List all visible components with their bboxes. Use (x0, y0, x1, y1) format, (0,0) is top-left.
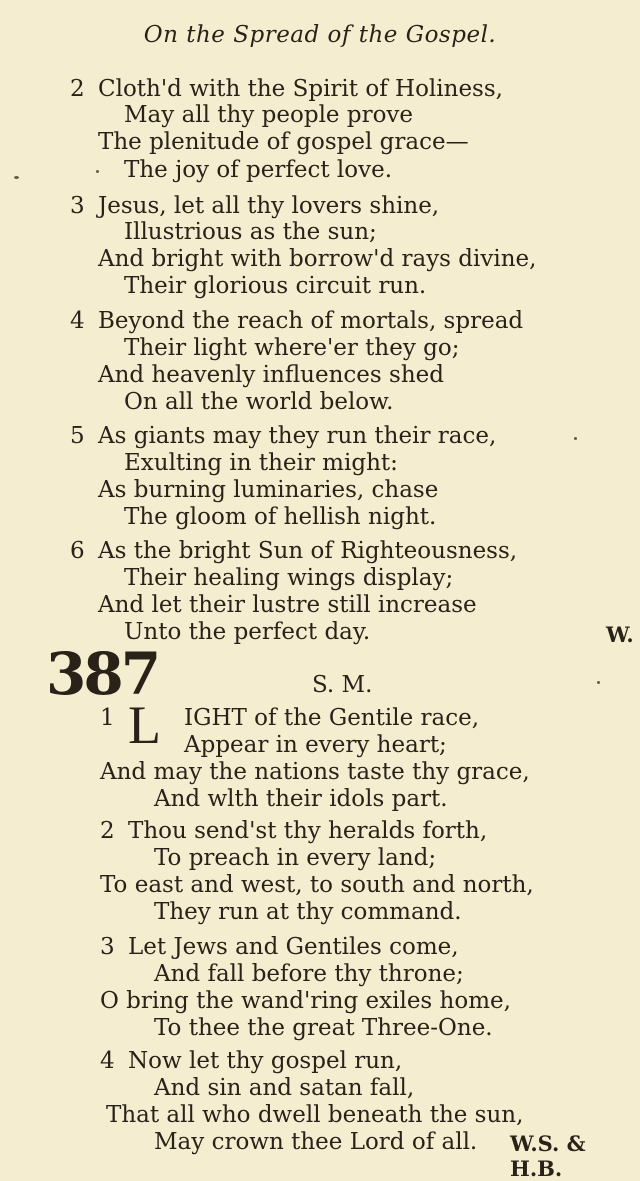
verse-line: Unto the perfect day. (124, 619, 371, 645)
author-initials: W. (606, 622, 634, 647)
verse-line: Jesus, let all thy lovers shine, (98, 193, 440, 219)
verse-number: 1 (100, 705, 115, 731)
verse-line: Cloth'd with the Spirit of Holiness, (98, 76, 503, 102)
verse-line: To preach in every land; (154, 845, 437, 871)
verse-line: Exulting in their might: (124, 450, 398, 476)
verse-number: 2 (100, 818, 115, 844)
verse-number: 3 (100, 934, 115, 960)
verse-line: And let their lustre still increase (98, 592, 477, 618)
verse-line: They run at thy command. (154, 899, 462, 925)
verse-line: Now let thy gospel run, (128, 1048, 403, 1074)
verse-number: 2 (70, 76, 85, 102)
verse-line: To east and west, to south and north, (100, 872, 534, 898)
hymn-meter: S. M. (312, 672, 373, 698)
verse-number: 6 (70, 538, 85, 564)
hymn-number: 387 (46, 640, 159, 708)
verse-line: And fall before thy throne; (154, 961, 464, 987)
verse-line: May crown thee Lord of all. (154, 1129, 478, 1155)
verse-line: That all who dwell beneath the sun, (106, 1102, 524, 1128)
author-initials: W.S. & H.B. (510, 1131, 586, 1181)
verse-line: And heavenly influences shed (98, 362, 444, 388)
verse-line: Their light where'er they go; (124, 335, 460, 361)
verse-line: O bring the wand'ring exiles home, (100, 988, 511, 1014)
verse-line: As burning luminaries, chase (98, 477, 439, 503)
page-header: On the Spread of the Gospel. (143, 22, 497, 48)
verse-line: Their glorious circuit run. (124, 273, 427, 299)
verse-line: Thou send'st thy heralds forth, (128, 818, 488, 844)
verse-line: Appear in every heart; (184, 732, 447, 758)
ink-speck (597, 681, 600, 684)
verse-line: May all thy people prove (124, 102, 414, 128)
verse-number: 4 (100, 1048, 115, 1074)
verse-line: As the bright Sun of Righteousness, (98, 538, 518, 564)
verse-line: The gloom of hellish night. (124, 504, 437, 530)
verse-line: As giants may they run their race, (98, 423, 497, 449)
verse-number: 4 (70, 308, 85, 334)
drop-cap: L (128, 695, 161, 755)
verse-line: And sin and satan fall, (154, 1075, 415, 1101)
verse-line: And may the nations taste thy grace, (100, 759, 530, 785)
verse-line: Beyond the reach of mortals, spread (98, 308, 524, 334)
verse-line: The joy of perfect love. (124, 157, 393, 183)
verse-line: The plenitude of gospel grace— (98, 129, 469, 155)
verse-line: Let Jews and Gentiles come, (128, 934, 459, 960)
verse-number: 3 (70, 193, 85, 219)
verse-number: 5 (70, 423, 85, 449)
verse-line: And bright with borrow'd rays divine, (98, 246, 537, 272)
ink-speck (14, 176, 19, 179)
verse-line: IGHT of the Gentile race, (184, 705, 480, 731)
verse-line: On all the world below. (124, 389, 394, 415)
ink-speck (96, 170, 99, 173)
verse-line: And wlth their idols part. (154, 786, 448, 812)
verse-line: To thee the great Three-One. (154, 1015, 493, 1041)
verse-line: Their healing wings display; (124, 565, 454, 591)
ink-speck (574, 437, 577, 440)
verse-line: Illustrious as the sun; (124, 219, 377, 245)
